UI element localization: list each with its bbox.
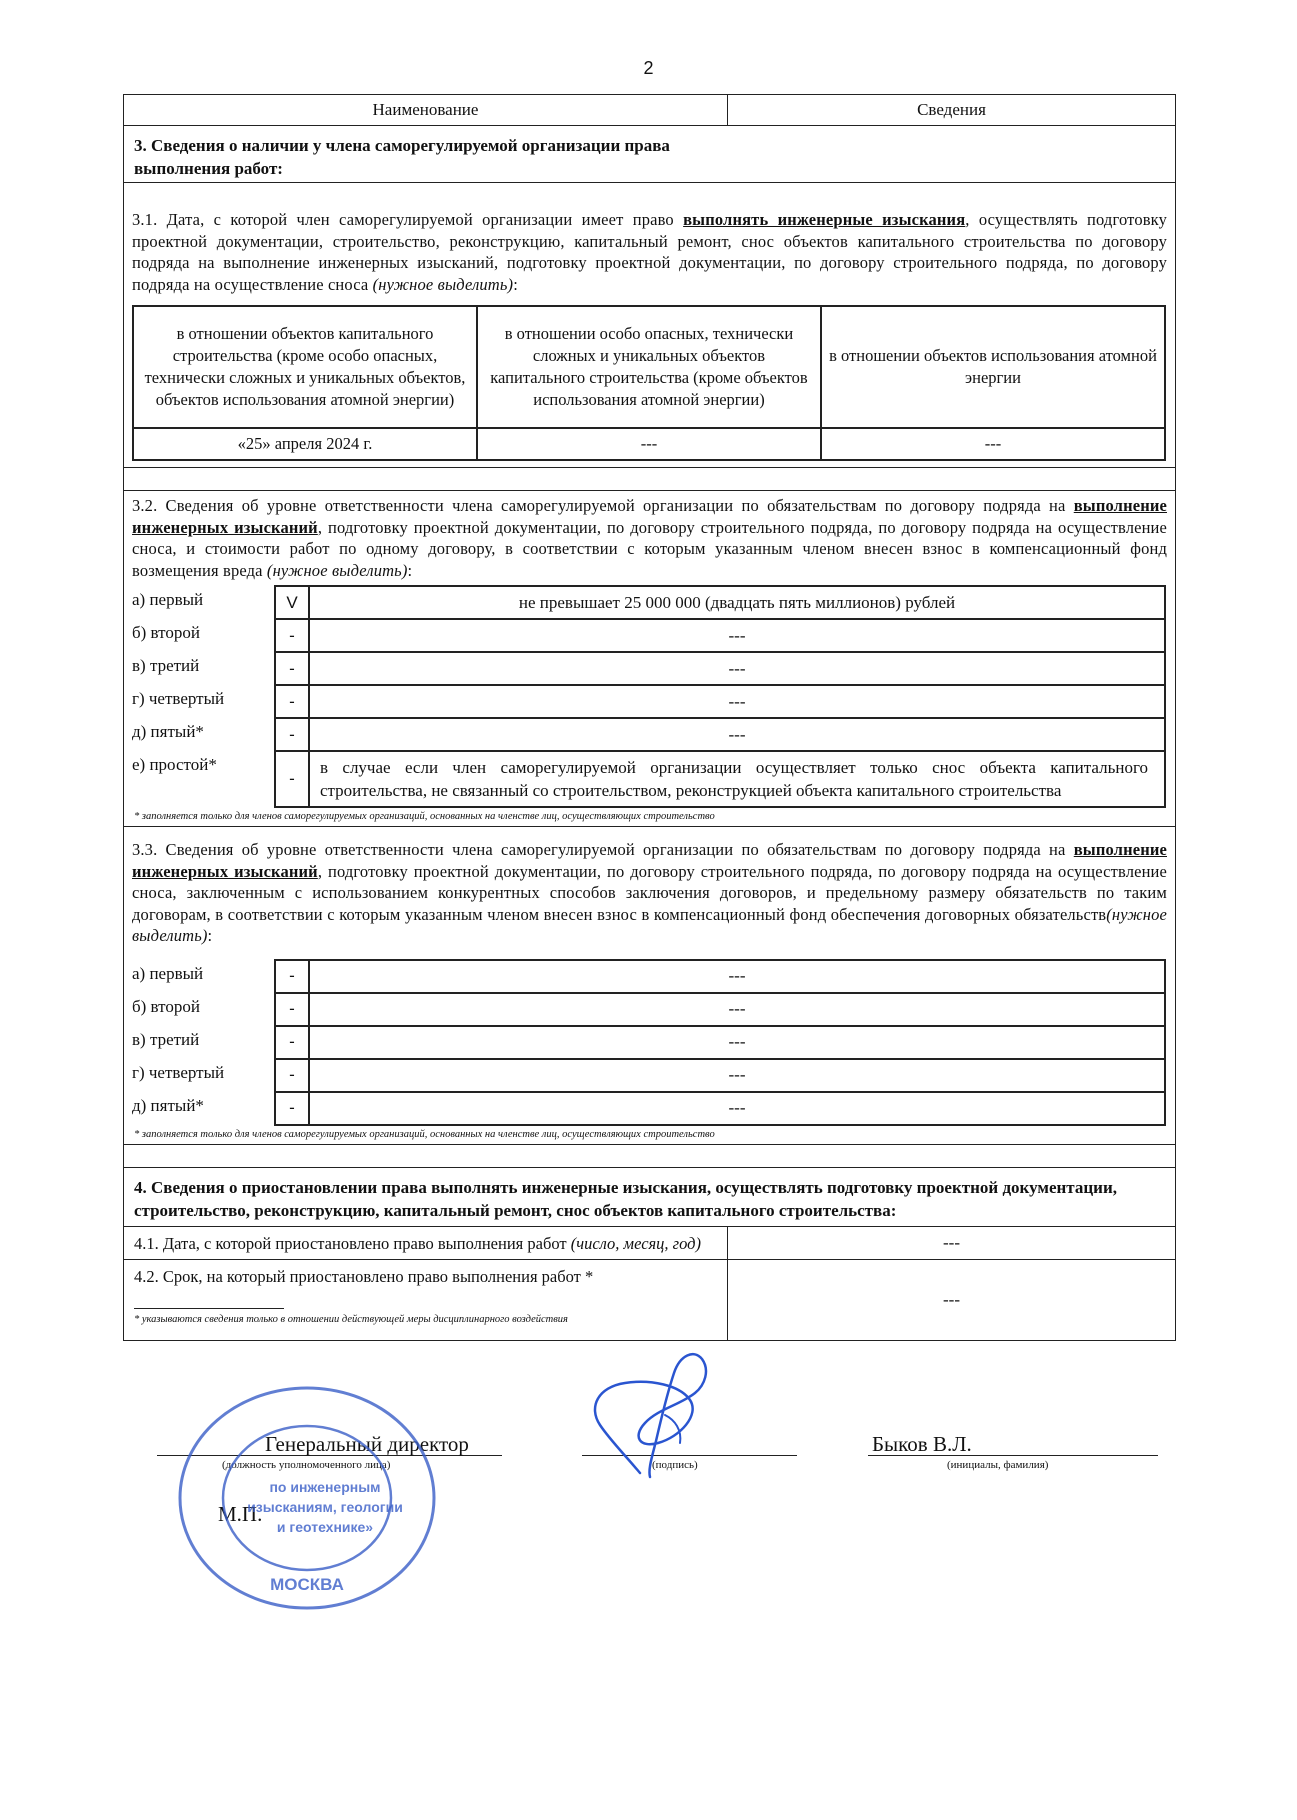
- stamp-center-line1: по инженерным: [269, 1479, 381, 1495]
- level-label: д) пятый*: [132, 1095, 204, 1115]
- level-mark: -: [275, 1092, 309, 1125]
- level-text: ---: [309, 993, 1165, 1026]
- level-text: в случае если член саморегулируемой организации осуществляет только снос объекта капитального строительства, не связанный со строительством, реконструкцией объекта капитального строительства: [309, 751, 1165, 807]
- section41-question-cell: [124, 1226, 728, 1259]
- section31-col3-header: в отношении объектов использования атомной энергии: [821, 306, 1165, 428]
- level-mark: -: [275, 1059, 309, 1092]
- table-row: [132, 586, 1165, 619]
- stamp-inner-ring: [223, 1426, 391, 1570]
- section33-end: :: [207, 926, 213, 945]
- level-mark: -: [275, 751, 309, 807]
- level-text: ---: [309, 619, 1165, 652]
- section32-note: (нужное выделить): [266, 560, 408, 580]
- spacer-row: [124, 1144, 1176, 1167]
- section31-col2-header: в отношении особо опасных, технически сложных и уникальных объектов капитального строительства (кроме объектов использования атомной энергии): [477, 306, 821, 428]
- information-table: [123, 94, 1176, 1341]
- level-mark: V: [275, 586, 309, 619]
- organization-stamp: [175, 1380, 440, 1610]
- position-title: Генеральный директор: [265, 1432, 469, 1456]
- header-info-cell: Сведения: [728, 95, 1176, 126]
- section33-rest: , подготовку проектной документации, по договору строительного подряда, по договору подряда на осуществление сноса, заключенным с использованием конкурентных способов заключения договоров, и предельному размеру обязательств по таким договорам, в соответствии с которым указанным членом внесен взнос в компенсационный фонд обеспечения договорных обязательств: [132, 861, 1167, 924]
- level-text: ---: [309, 1059, 1165, 1092]
- section32-rest: , подготовку проектной документации, по договору строительного подряда, по договору подряда на осуществление сноса, и стоимости работ по одному договору, в соответствии с которым указанным членом внесен взнос в компенсационный фонд возмещения вреда: [132, 517, 1167, 580]
- table-row: [132, 751, 1165, 807]
- section33-cell: [124, 827, 1176, 1145]
- section4-title: 4. Сведения о приостановлении права выполнять инженерные изыскания, осуществлять подготовку проектной документации, строительство, реконструкцию, капитальный ремонт, снос объектов капитального строительства:: [134, 1177, 1117, 1220]
- level-label: в) третий: [132, 1029, 200, 1049]
- section31-highlight: выполнять инженерные изыскания: [683, 210, 966, 229]
- level-text: не превышает 25 000 000 (двадцать пять миллионов) рублей: [309, 586, 1165, 619]
- section41-answer: ---: [728, 1226, 1176, 1259]
- table-row: [132, 1059, 1165, 1092]
- section32-highlight: выполнение инженерных изысканий: [132, 496, 1167, 537]
- section32-cell: [124, 491, 1176, 827]
- section31-col3-value: ---: [821, 428, 1165, 460]
- section32-levels-table: [132, 585, 1166, 808]
- section31-end: :: [513, 274, 518, 294]
- handwritten-signature: [570, 1345, 730, 1485]
- section31-col2-value: ---: [477, 428, 821, 460]
- level-mark: -: [275, 1026, 309, 1059]
- level-label: б) второй: [132, 623, 200, 642]
- level-text: ---: [309, 960, 1165, 993]
- section31-cell: [124, 183, 1176, 468]
- section4-title-cell: [124, 1167, 1176, 1226]
- section41-question: 4.1. Дата, с которой приостановлено право выполнения работ: [134, 1233, 571, 1253]
- section41-note: (число, месяц, год): [570, 1233, 701, 1253]
- table-row: [132, 685, 1165, 718]
- section31-text: [124, 183, 1175, 295]
- level-label: е) простой*: [132, 755, 217, 774]
- level-mark: -: [275, 652, 309, 685]
- level-label: д) пятый*: [132, 722, 204, 741]
- level-text: ---: [309, 1092, 1165, 1125]
- section33-levels-table: [132, 959, 1166, 1126]
- table-row: [132, 960, 1165, 993]
- spacer-row: [124, 468, 1176, 491]
- section33-text: [124, 827, 1175, 947]
- stamp-center-line2: изысканиям, геологии: [247, 1499, 403, 1515]
- level-label: а) первый: [132, 590, 204, 609]
- section3-title: 3. Сведения о наличии у члена саморегулируемой организации права выполнения работ:: [134, 136, 670, 178]
- section31-col1-value: «25» апреля 2024 г.: [133, 428, 477, 460]
- stamp-center-line3: и геотехнике»: [276, 1519, 374, 1535]
- section31-note: (нужное выделить): [372, 274, 514, 294]
- level-mark: -: [275, 619, 309, 652]
- signatory-name: Быков В.Л.: [872, 1432, 972, 1456]
- section33-note: (нужное выделить): [132, 904, 1167, 945]
- section33-highlight: выполнение инженерных изысканий: [132, 840, 1167, 881]
- section31-prefix: 3.1. Дата, с которой член саморегулируемой организации имеет право: [132, 210, 684, 229]
- table-row: [132, 993, 1165, 1026]
- level-mark: -: [275, 993, 309, 1026]
- level-label: б) второй: [132, 996, 200, 1016]
- section31-date-table: [132, 305, 1166, 461]
- section32-end: :: [407, 560, 413, 580]
- section31-rest: , осуществлять подготовку проектной документации, строительство, реконструкцию, капитальный ремонт, снос объектов капитального строительства по договору подряда на выполнение инженерных изысканий, подготовку проектной документации, по договору строительного подряда, по договору подряда на осуществление сноса: [132, 210, 1167, 294]
- section32-prefix: 3.2. Сведения об уровне ответственности члена саморегулируемой организации по обязательствам по договору подряда на: [132, 496, 1074, 515]
- position-caption: (должность уполномоченного лица): [222, 1459, 391, 1471]
- table-row: [132, 619, 1165, 652]
- level-text: ---: [309, 1026, 1165, 1059]
- section31-col1-header: в отношении объектов капитального строительства (кроме особо опасных, технически сложных и уникальных объектов, объектов использования атомной энергии): [133, 306, 477, 428]
- section33-prefix: 3.3. Сведения об уровне ответственности члена саморегулируемой организации по обязательствам по договору подряда на: [132, 840, 1074, 859]
- level-text: ---: [309, 718, 1165, 751]
- seal-place-label: М.П.: [218, 1502, 263, 1526]
- section42-answer: ---: [728, 1259, 1176, 1340]
- section42-question-cell: [124, 1259, 728, 1340]
- section42-footnote: * указываются сведения только в отношении действующей меры дисциплинарного воздействия: [134, 1313, 568, 1325]
- level-label: в) третий: [132, 656, 200, 675]
- level-text: ---: [309, 685, 1165, 718]
- table-row: [132, 1026, 1165, 1059]
- level-mark: -: [275, 960, 309, 993]
- section32-text: [124, 491, 1175, 581]
- signature-caption: (подпись): [652, 1459, 698, 1471]
- section3-title-cell: [124, 126, 1176, 183]
- stamp-city: МОСКВА: [270, 1575, 344, 1594]
- table-row: [132, 652, 1165, 685]
- level-label: г) четвертый: [132, 689, 225, 708]
- section32-footnote: * заполняется только для членов саморегулируемых организаций, основанных на членстве лиц, осуществляющих строительство: [134, 811, 715, 822]
- level-label: а) первый: [132, 963, 204, 983]
- footnote-separator: [134, 1308, 284, 1309]
- table-row: [132, 1092, 1165, 1125]
- table-row: [132, 718, 1165, 751]
- section42-question: 4.2. Срок, на который приостановлено право выполнения работ *: [134, 1266, 594, 1286]
- name-caption: (инициалы, фамилия): [947, 1459, 1049, 1471]
- section33-footnote: * заполняется только для членов саморегулируемых организаций, основанных на членстве лиц, осуществляющих строительство: [134, 1128, 715, 1140]
- header-name-cell: Наименование: [124, 95, 728, 126]
- level-text: ---: [309, 652, 1165, 685]
- page-number: 2: [643, 58, 654, 78]
- level-mark: -: [275, 718, 309, 751]
- level-mark: -: [275, 685, 309, 718]
- level-label: г) четвертый: [132, 1062, 225, 1082]
